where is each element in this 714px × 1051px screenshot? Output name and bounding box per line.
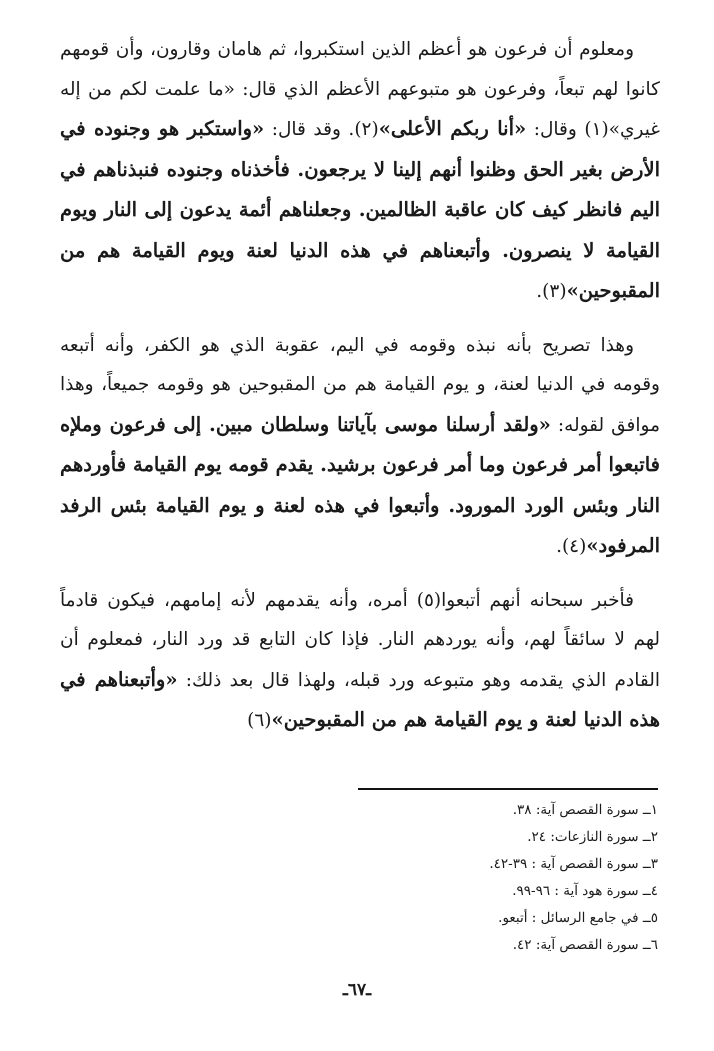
- paragraph-segment: (٣).: [536, 281, 567, 302]
- paragraph: [60, 326, 660, 567]
- footnote-divider: [358, 788, 658, 790]
- footnote: ١ــ سورة القصص آية: ٣٨.: [512, 802, 658, 818]
- footnote: ٥ــ في جامع الرسائل : أتبعو.: [498, 910, 658, 926]
- footnote: ٤ــ سورة هود آية : ٩٦-٩٩.: [512, 883, 658, 899]
- paragraph-segment: فأخبر سبحانه أنهم أتبعوا(٥) أمره، وأنه يقدمهم لأنه إمامهم، فيكون قادماً لهم لا سائقاً لهم، وأنه يوردهم النار. فإذا كان التابع قد ورد النار، فمعلوم أن القادم الذي يقدمه وهو متبوعه ورد قبله، ولهذا قال بعد ذلك:: [60, 589, 660, 691]
- paragraph-segment: (٦): [247, 710, 272, 731]
- quran-quote: «ولقد أرسلنا موسى بآياتنا وسلطان مبين. إلى فرعون وملإه فاتبعوا أمر فرعون وما أمر فرعون برشيد. يقدم قومه يوم القيامة فأوردهم النار وبئس الورد المورود. وأتبعوا في هذه لعنة و يوم القيامة بئس الرفد المرفود»: [60, 412, 660, 557]
- footnote: ٣ــ سورة القصص آية : ٣٩-٤٢.: [489, 856, 658, 872]
- paragraph-segment: (٢). وقد قال:: [264, 119, 379, 140]
- paragraph: [60, 30, 660, 312]
- paragraph-segment: وهذا تصريح بأنه نبذه وقومه في اليم، عقوبة الذي هو الكفر، وأنه أتبعه وقومه في الدنيا لعنة، و يوم القيامة هم من المقبوحين هو وقومه جميعاً، وهذا موافق لقوله:: [60, 334, 661, 436]
- page-number: ـ٦٧ـ: [342, 980, 372, 1000]
- quran-quote: «وأتبعناهم في هذه الدنيا لعنة و يوم القيامة هم من المقبوحين»: [60, 667, 660, 731]
- footnote: ٦ــ سورة القصص آية: ٤٢.: [512, 937, 658, 953]
- paragraph: [60, 581, 660, 741]
- paragraph-segment: (٤).: [556, 536, 587, 557]
- quran-quote: «أنا ربكم الأعلى»: [378, 117, 527, 140]
- footnote: ٢ــ سورة النازعات: ٢٤.: [527, 829, 658, 845]
- paragraph-segment: ومعلوم أن فرعون هو أعظم الذين استكبروا، ثم هامان وقارون، وأن قومهم كانوا لهم تبعاً، وفرعون هو متبوعهم الأعظم الذي قال: «ما علمت لكم من إله غيري»(١) وقال:: [60, 39, 660, 140]
- footnotes-list: [300, 797, 658, 959]
- main-text: [60, 30, 660, 755]
- quran-quote: «واستكبر هو وجنوده في الأرض بغير الحق وظنوا أنهم إلينا لا يرجعون. فأخذناه وجنوده فنبذناهم في اليم فانظر كيف كان عاقبة الظالمين. وجعلناهم أئمة يدعون إلى النار ويوم القيامة لا ينصرون. وأتبعناهم في هذه الدنيا لعنة ويوم القيامة هم من المقبوحين»: [60, 117, 660, 302]
